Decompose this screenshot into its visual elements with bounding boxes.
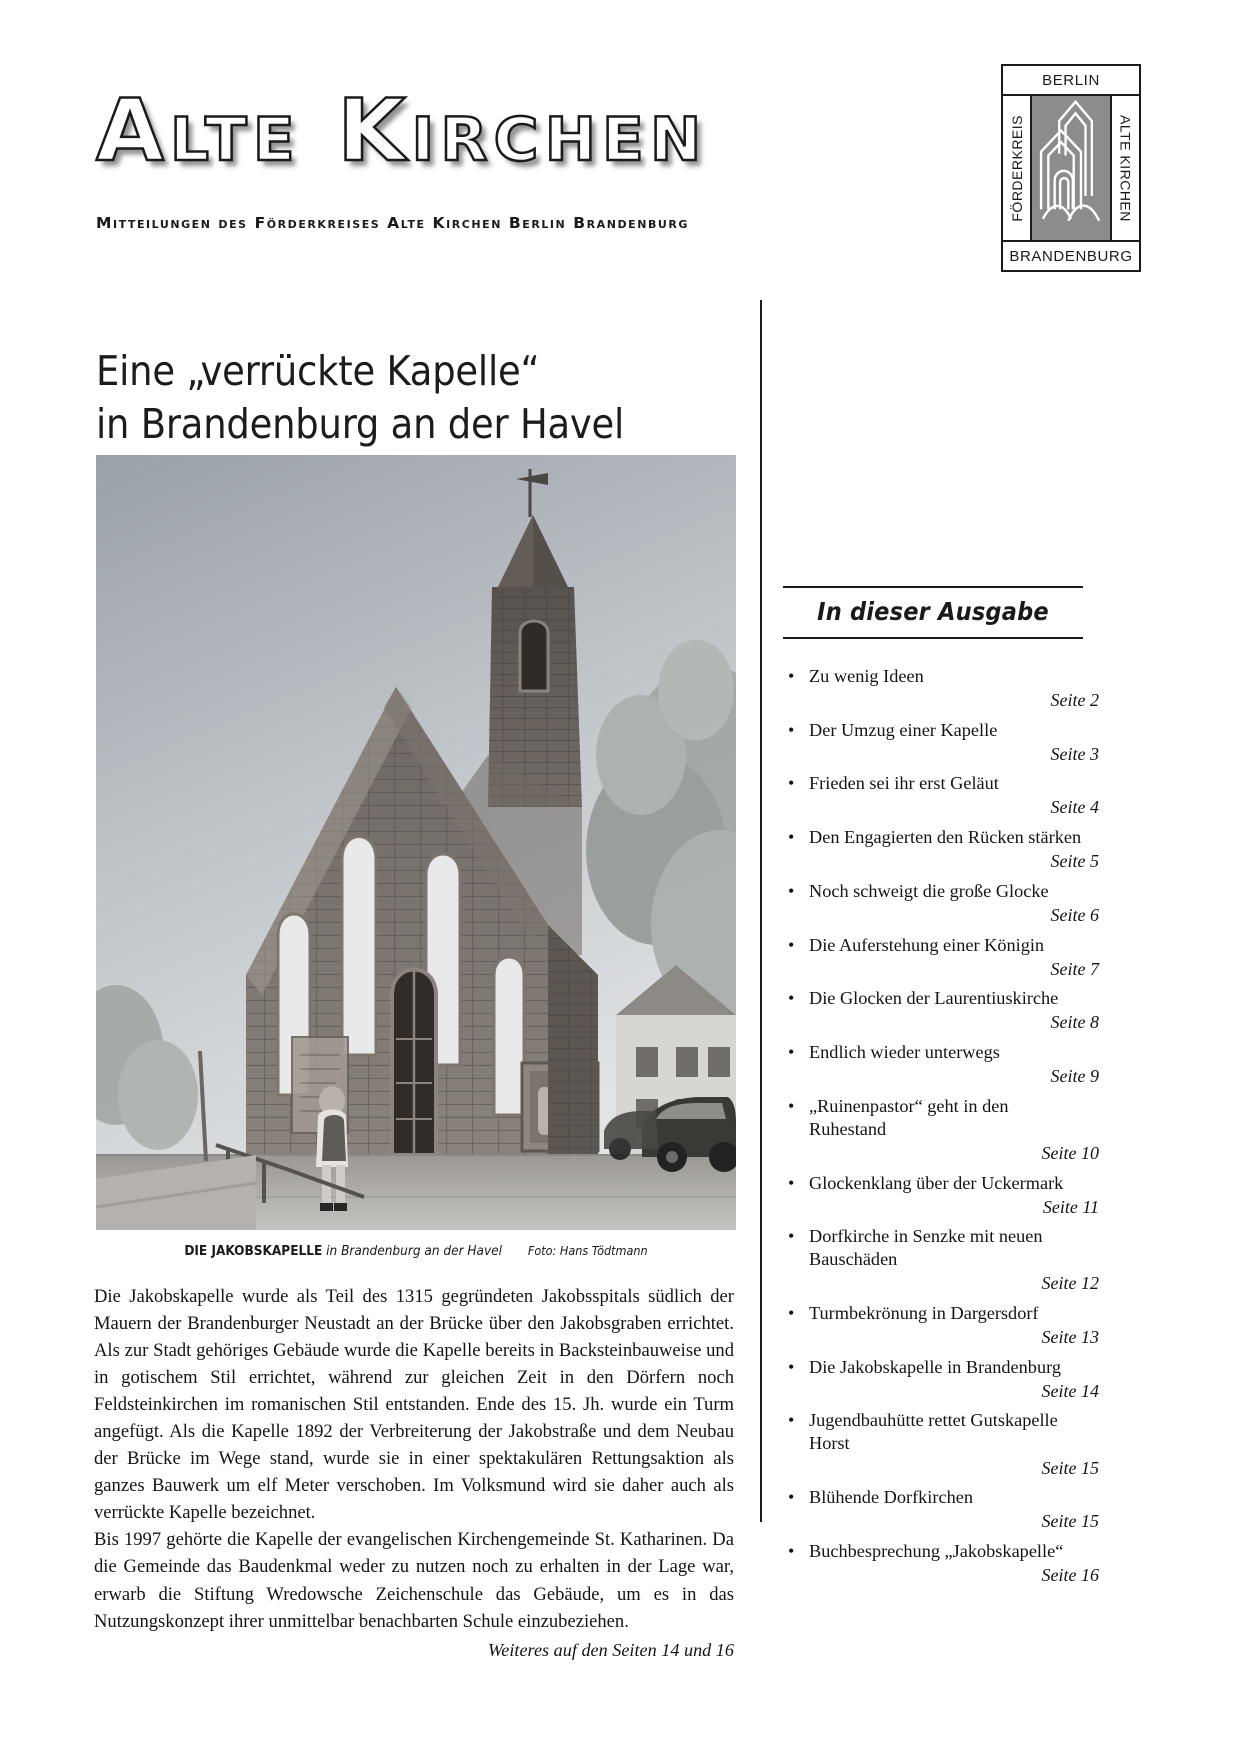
- article-continuation-note: Weiteres auf den Seiten 14 und 16: [487, 1639, 734, 1660]
- toc-item[interactable]: [783, 1041, 1099, 1088]
- toc-item[interactable]: [783, 1172, 1099, 1219]
- toc-item-page: Seite 4: [1050, 797, 1099, 818]
- photo-caption-location: in Brandenburg an der Havel: [326, 1243, 503, 1259]
- toc-item-label: Endlich wieder unterwegs: [809, 1042, 1000, 1063]
- toc-bullet-icon: •: [788, 1410, 795, 1431]
- toc-item-label: Turmbekrönung in Dargersdorf: [809, 1303, 1039, 1323]
- logo-left-label-wrap: [1003, 96, 1032, 240]
- toc-item-page: Seite 2: [1050, 690, 1099, 711]
- photo-caption-subject: DIE JAKOBSKAPELLE: [184, 1243, 323, 1259]
- toc-item-page: Seite 11: [1042, 1196, 1099, 1217]
- toc-item-label: Die Auferstehung einer Königin: [809, 934, 1045, 955]
- toc-item-page: Seite 14: [1041, 1380, 1099, 1401]
- logo-left-label: FÖRDERKREIS: [1008, 114, 1025, 222]
- photo-credit: Foto: Hans Tödtmann: [527, 1243, 648, 1258]
- toc-item[interactable]: [783, 1356, 1099, 1403]
- toc-bullet-icon: •: [788, 1226, 795, 1247]
- toc-bullet-icon: •: [788, 1042, 795, 1063]
- toc-bullet-icon: •: [788, 666, 795, 686]
- article-body: [94, 1283, 734, 1663]
- logo-middle-band: [1003, 94, 1139, 242]
- toc-bullet-icon: •: [788, 1540, 795, 1561]
- toc-bullet-icon: •: [788, 1356, 795, 1377]
- lead-photo: [96, 455, 736, 1230]
- photo-caption: [96, 1243, 736, 1259]
- toc-item[interactable]: [783, 719, 1099, 766]
- toc-item-label: „Ruinenpastor“ geht in den Ruhestand: [809, 1095, 1009, 1139]
- organization-logo: [1001, 64, 1141, 272]
- article-paragraph-1: Die Jakobskapelle wurde als Teil des 1315 gegründeten Jakobsspitals südlich der Mauern der Brandenburger Neustadt an der Brücke über den Jakobsgraben errichtet. Als zur Stadt gehöriges Gebäude wurde die Kapelle bereits in Backsteinbauweise und in gotischem Stil errichtet, während zur gleichen Zeit in den Dörfern noch Feldsteinkirchen im romanischen Stil entstanden. Ende des 15. Jh. wurde ein Turm angefügt. Als die Kapelle 1892 der Verbreiterung der Jakobstraße und dem Neubau der Brücke im Wege stand, wurde sie in einer spektakulären Rettungsaktion als ganzes Bauwerk um elf Meter verschoben. Im Volksmund wird sie daher auch als verrückte Kapelle bezeichnet.: [94, 1286, 734, 1524]
- toc-item[interactable]: [783, 826, 1099, 873]
- toc-item[interactable]: [783, 1409, 1099, 1479]
- toc-item[interactable]: [783, 1302, 1099, 1349]
- toc-item-page: Seite 6: [1050, 904, 1099, 925]
- publication-subtitle: Mitteilungen des Förderkreises Alte Kirchen Berlin Brandenburg: [96, 214, 689, 232]
- article-paragraph-2: Bis 1997 gehörte die Kapelle der evangelischen Kirchengemeinde St. Katharinen. Da die Gemeinde das Baudenkmal weder zu nutzen noch zu erhalten in der Lage war, erwarb die Stiftung Wredowsche Zeichenschule das Gebäude, um es in das Nutzungskonzept ihrer unmittelbar benachbarten Schule einzubeziehen.: [94, 1529, 734, 1632]
- toc-item-page: Seite 9: [1050, 1066, 1099, 1087]
- toc-item-page: Seite 3: [1050, 743, 1099, 764]
- toc-item-label: Die Glocken der Laurentiuskirche: [809, 988, 1059, 1009]
- toc-item-page: Seite 10: [1041, 1142, 1099, 1163]
- toc-item-page: Seite 15: [1041, 1511, 1099, 1532]
- toc-item[interactable]: [783, 987, 1099, 1034]
- toc-item[interactable]: [783, 1225, 1099, 1295]
- toc-item-page: Seite 7: [1050, 958, 1099, 979]
- masthead: [96, 81, 886, 232]
- toc-item[interactable]: [783, 934, 1099, 981]
- column-divider: [760, 300, 762, 1522]
- toc-item-page: Seite 15: [1041, 1457, 1099, 1478]
- logo-right-label: ALTE KIRCHEN: [1117, 114, 1134, 222]
- toc-item[interactable]: [783, 1540, 1099, 1587]
- toc-bullet-icon: •: [788, 1303, 795, 1323]
- toc-item-page: Seite 5: [1050, 851, 1099, 872]
- logo-bottom-label: BRANDENBURG: [1009, 247, 1133, 265]
- toc-item[interactable]: [783, 880, 1099, 927]
- toc-item-page: Seite 13: [1041, 1327, 1099, 1348]
- toc-item-label: Glockenklang über der Uckermark: [809, 1172, 1064, 1193]
- toc-bullet-icon: •: [788, 1095, 795, 1116]
- publication-title: Alte Kirchen: [96, 81, 708, 181]
- toc-item-label: Dorfkirche in Senzke mit neuen Bauschäden: [809, 1226, 1043, 1270]
- toc-bullet-icon: •: [788, 988, 795, 1009]
- toc-item-label: Die Jakobskapelle in Brandenburg: [809, 1356, 1061, 1377]
- toc-item-label: Frieden sei ihr erst Geläut: [809, 773, 999, 794]
- toc-item-label: Zu wenig Ideen: [809, 666, 924, 686]
- toc-item-label: Noch schweigt die große Glocke: [809, 880, 1049, 901]
- headline-line-1: Eine „verrückte Kapelle“: [96, 347, 540, 396]
- toc-bullet-icon: •: [788, 827, 795, 848]
- toc-bullet-icon: •: [788, 1172, 795, 1193]
- toc-item-label: Blühende Dorfkirchen: [809, 1487, 973, 1508]
- logo-top-label: BERLIN: [1042, 71, 1100, 89]
- toc-bullet-icon: •: [788, 719, 795, 740]
- toc-bullet-icon: •: [788, 773, 795, 794]
- toc-item-page: Seite 8: [1050, 1012, 1099, 1033]
- toc-item-label: Den Engagierten den Rücken stärken: [809, 827, 1082, 848]
- toc-item[interactable]: [783, 1486, 1099, 1533]
- table-of-contents: [783, 586, 1099, 1594]
- toc-item-list: [783, 639, 1099, 1587]
- toc-item-label: Buchbesprechung „Jakobskapelle“: [809, 1540, 1064, 1561]
- article-headline: [96, 345, 756, 450]
- toc-bullet-icon: •: [788, 1487, 795, 1508]
- logo-right-label-wrap: [1110, 96, 1139, 240]
- toc-item[interactable]: [783, 1095, 1099, 1165]
- toc-bullet-icon: •: [788, 880, 795, 901]
- toc-bullet-icon: •: [788, 934, 795, 955]
- church-outline-icon: [1032, 96, 1110, 240]
- toc-item-label: Der Umzug einer Kapelle: [809, 719, 998, 740]
- toc-item-page: Seite 16: [1041, 1564, 1099, 1585]
- toc-item[interactable]: [783, 665, 1099, 712]
- headline-line-2: in Brandenburg an der Havel: [96, 399, 625, 448]
- toc-item[interactable]: [783, 772, 1099, 819]
- toc-heading: In dieser Ausgabe: [817, 597, 1049, 626]
- toc-item-page: Seite 12: [1041, 1273, 1099, 1294]
- toc-item-label: Jugendbauhütte rettet Gutskapelle Horst: [809, 1410, 1058, 1454]
